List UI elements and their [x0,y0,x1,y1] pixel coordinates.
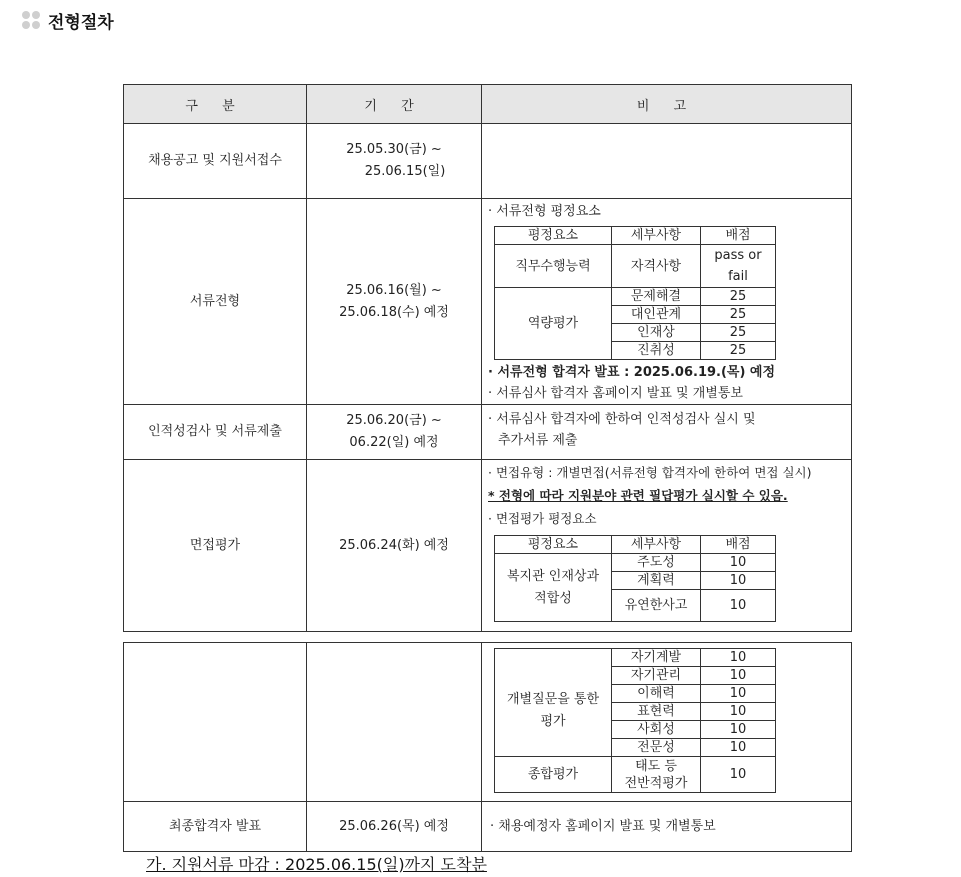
question-eval-table: 자기계발 10 개별질문을 통한 평가 자기관리 10 이해력 10 표현력 10 사회성 10 전문성 10 종합평가 태도 등 전반적평가 10 [494,648,776,793]
section-header [22,8,114,33]
row-period: 25.06.16(월) ~ 25.06.18(수) 예정 [307,199,482,405]
row-note [482,124,852,199]
row-category: 최종합격자 발표 [124,802,307,852]
row-period: 25.06.20(금) ~ 06.22(일) 예정 [307,405,482,460]
document-eval-table: 평정요소 세부사항 배점 직무수행능력 자격사항 pass or fail 역량평가 문제해결 25 대인관계 25 인재상 25 진취성 25 [494,226,776,360]
procedure-table [123,84,852,632]
interview-eval-table: 평정요소 세부사항 배점 복지관 인재상과 적합성 주도성 10 계획력 10 유연한사고 10 [494,535,776,622]
row-note: · 서류심사 합격자에 한하여 인적성검사 실시 및 추가서류 제출 [482,405,852,460]
row-note: · 서류전형 평정요소 평정요소 세부사항 배점 직무수행능력 자격사항 pass or fail 역량평가 문제해결 25 대인관계 25 인재상 25 진취성 25 · 서류전형 합격자 발표 : 2025.06.19.(목) 예정 · 서류심사 합격자 홈페이지 발표 및 개별통보 [482,199,852,405]
deadline-note: 가. 지원서류 마감 : 2025.06.15(일)까지 도착분 [146,855,487,874]
row-period: 25.06.26(목) 예정 [307,802,482,852]
row-category [124,643,307,802]
row-note: · 면접유형 : 개별면접(서류전형 합격자에 한하여 면접 실시) * 전형에 따라 지원분야 관련 필답평가 실시할 수 있음. · 면접평가 평정요소 평정요소 세부사항 배점 복지관 인재상과 적합성 주도성 10 계획력 10 유연한사고 10 [482,460,852,632]
bullet-dots-icon [22,11,42,31]
row-category: 인적성검사 및 서류제출 [124,405,307,460]
header-note: 비 고 [482,85,852,124]
row-note: · 채용예정자 홈페이지 발표 및 개별통보 [482,802,852,852]
row-period: 25.06.24(화) 예정 [307,460,482,632]
row-note [482,643,852,802]
header-period: 기 간 [307,85,482,124]
section-title: 전형절차 [48,13,114,33]
row-category: 면접평가 [124,460,307,632]
header-category: 구 분 [124,85,307,124]
row-category: 채용공고 및 지원서접수 [124,124,307,199]
procedure-table-continued [123,642,852,852]
row-period [307,643,482,802]
announce-text: · 서류전형 합격자 발표 : 2025.06.19.(목) 예정 [488,365,776,380]
row-period: 25.05.30(금) ~ 25.06.15(일) [307,124,482,199]
row-category: 서류전형 [124,199,307,405]
